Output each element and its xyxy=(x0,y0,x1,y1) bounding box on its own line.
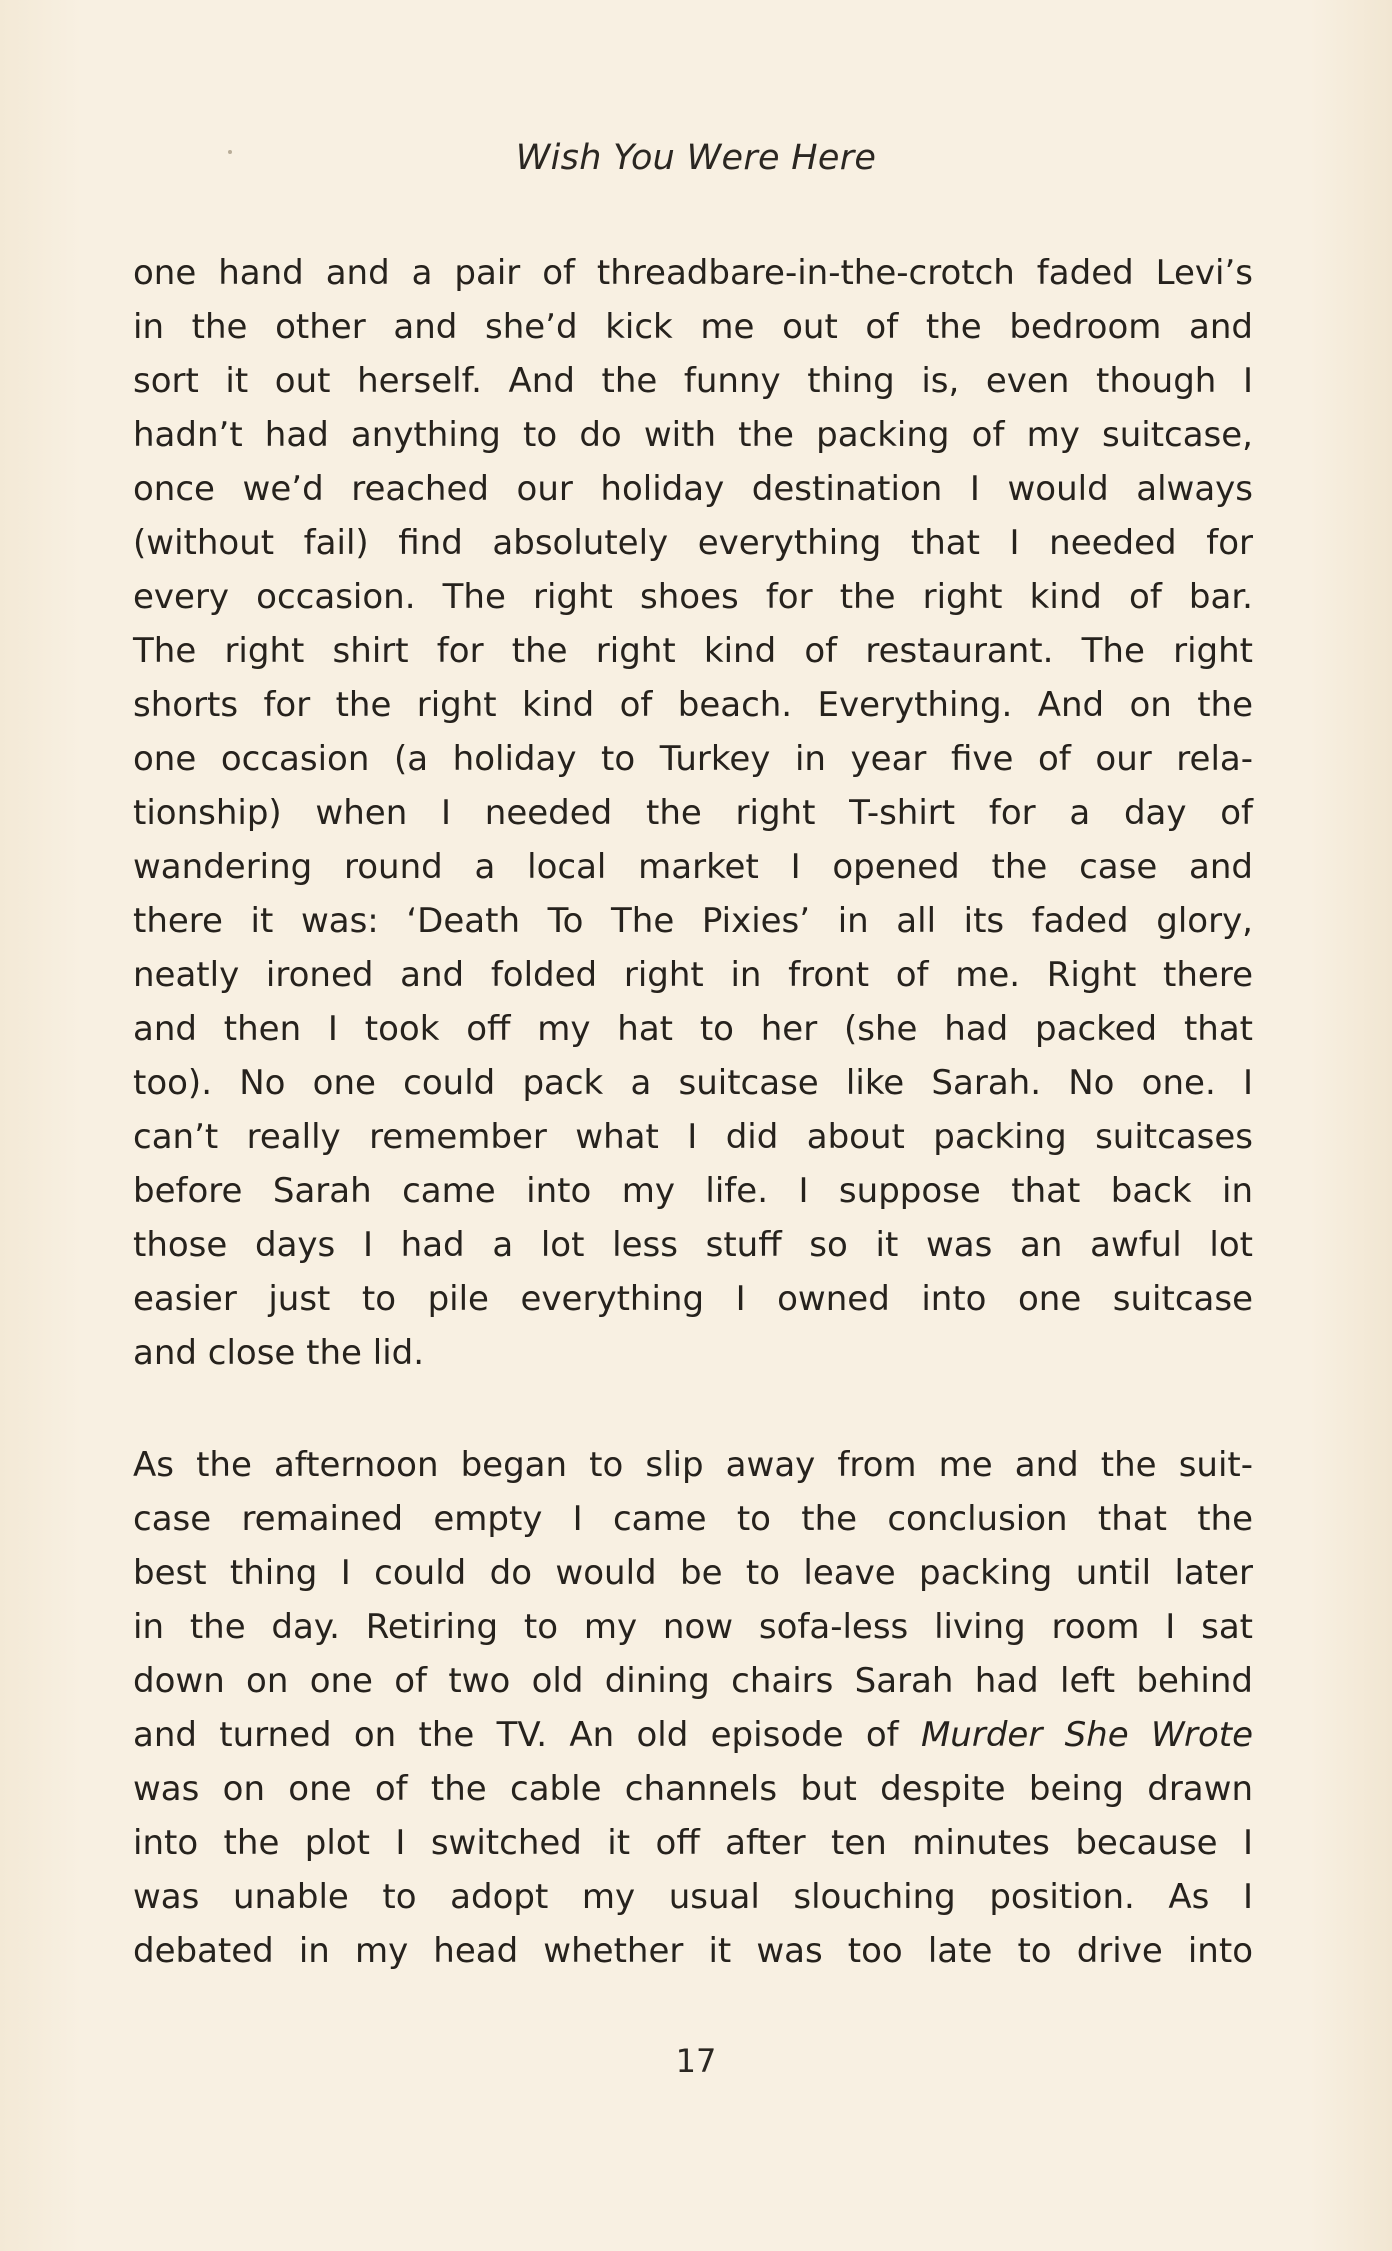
text-line: was unable to adopt my usual slouching position. As I xyxy=(133,1877,1253,1917)
paragraph-1 xyxy=(133,246,1253,1380)
paragraph-2 xyxy=(133,1438,1253,1978)
text-line: can’t really remember what I did about packing suitcases xyxy=(133,1117,1253,1157)
text-run: and turned on the TV. An old episode of xyxy=(133,1715,921,1755)
text-line: case remained empty I came to the conclusion that the xyxy=(133,1499,1253,1539)
text-line: (without fail) find absolutely everything that I needed for xyxy=(133,523,1253,563)
text-line: there it was: ‘Death To The Pixies’ in all its faded glory, xyxy=(133,901,1253,941)
text-line: once we’d reached our holiday destination I would always xyxy=(133,469,1253,509)
text-line: tionship) when I needed the right T-shirt for a day of xyxy=(133,793,1253,833)
text-line: and close the lid. xyxy=(133,1333,425,1373)
text-line-with-title xyxy=(133,1708,1253,1762)
text-line: was on one of the cable channels but despite being drawn xyxy=(133,1769,1253,1809)
text-line: one occasion (a holiday to Turkey in year five of our rela- xyxy=(133,739,1253,779)
text-line: in the day. Retiring to my now sofa-less living room I sat xyxy=(133,1607,1253,1647)
text-line: every occasion. The right shoes for the right kind of bar. xyxy=(133,577,1253,617)
tv-show-title: Murder She Wrote xyxy=(920,1715,1253,1755)
text-line: one hand and a pair of threadbare-in-the-crotch faded Levi’s xyxy=(133,253,1253,293)
text-line: hadn’t had anything to do with the packing of my suitcase, xyxy=(133,415,1253,455)
text-line: before Sarah came into my life. I suppose that back in xyxy=(133,1171,1253,1211)
text-line: The right shirt for the right kind of restaurant. The right xyxy=(133,631,1253,671)
text-line: sort it out herself. And the funny thing is, even though I xyxy=(133,361,1253,401)
text-line: neatly ironed and folded right in front of me. Right there xyxy=(133,955,1253,995)
page-number: 17 xyxy=(675,2042,717,2080)
text-line: easier just to pile everything I owned into one suitcase xyxy=(133,1279,1253,1319)
text-line: best thing I could do would be to leave packing until later xyxy=(133,1553,1253,1593)
text-line: and then I took off my hat to her (she had packed that xyxy=(133,1009,1253,1049)
text-line: down on one of two old dining chairs Sarah had left behind xyxy=(133,1661,1253,1701)
text-line: into the plot I switched it off after ten minutes because I xyxy=(133,1823,1253,1863)
text-line: As the afternoon began to slip away from me and the suit- xyxy=(133,1445,1253,1485)
text-line: debated in my head whether it was too late to drive into xyxy=(133,1931,1253,1971)
text-line: in the other and she’d kick me out of the bedroom and xyxy=(133,307,1253,347)
text-line: those days I had a lot less stuff so it was an awful lot xyxy=(133,1225,1253,1265)
text-line: shorts for the right kind of beach. Everything. And on the xyxy=(133,685,1253,725)
running-head-title: Wish You Were Here xyxy=(515,138,877,178)
text-line: too). No one could pack a suitcase like Sarah. No one. I xyxy=(133,1063,1253,1103)
text-line: wandering round a local market I opened the case and xyxy=(133,847,1253,887)
